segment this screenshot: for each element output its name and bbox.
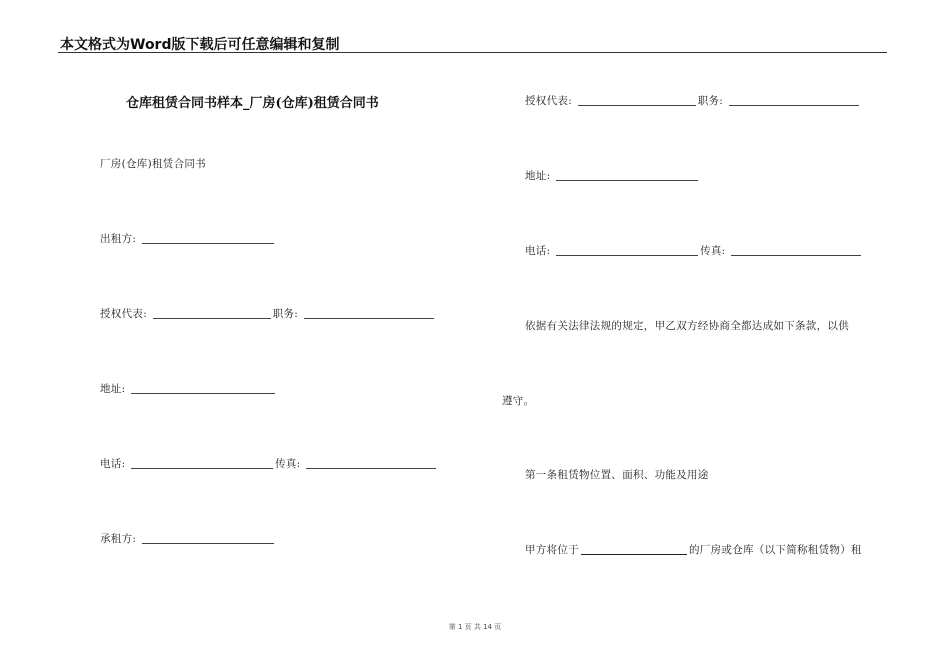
address-blank[interactable] <box>131 382 275 394</box>
rep-blank[interactable] <box>153 307 271 319</box>
header-rule <box>58 52 887 53</box>
address-label: 地址: <box>100 383 126 395</box>
location-label: 甲方将位于 <box>525 544 579 556</box>
right-rep-line <box>525 93 861 108</box>
article-one-paragraph <box>525 542 862 557</box>
lessee-line <box>100 531 276 546</box>
address-label: 地址: <box>525 170 551 182</box>
lessor-blank[interactable] <box>142 232 274 244</box>
right-phone-line <box>525 243 863 258</box>
phone-label: 电话: <box>100 458 126 470</box>
rep-label: 授权代表: <box>525 95 573 107</box>
address-blank[interactable] <box>556 169 698 181</box>
lessor-label: 出租方: <box>100 233 137 245</box>
position-blank[interactable] <box>729 94 859 106</box>
lessee-blank[interactable] <box>142 532 274 544</box>
left-rep-line <box>100 306 436 321</box>
location-text: 的厂房或仓库（以下简称租赁物）租 <box>689 544 862 556</box>
phone-blank[interactable] <box>556 244 698 256</box>
left-address-line <box>100 381 277 396</box>
rep-label: 授权代表: <box>100 308 148 320</box>
location-blank[interactable] <box>581 543 687 555</box>
phone-label: 电话: <box>525 245 551 257</box>
left-phone-line <box>100 456 438 471</box>
document-banner: 本文格式为Word版下载后可任意编辑和复制 <box>60 37 340 53</box>
fax-label: 传真: <box>275 458 301 470</box>
fax-blank[interactable] <box>306 457 436 469</box>
right-address-line <box>525 168 700 183</box>
document-title: 仓库租赁合同书样本_厂房(仓库)租赁合同书 <box>126 96 379 111</box>
fax-label: 传真: <box>700 245 726 257</box>
position-label: 职务: <box>272 308 299 320</box>
position-blank[interactable] <box>304 307 434 319</box>
position-label: 职务: <box>697 95 724 107</box>
rep-blank[interactable] <box>578 94 696 106</box>
lessor-line <box>100 231 276 246</box>
phone-blank[interactable] <box>131 457 273 469</box>
article-one-heading: 第一条租赁物位置、面积、功能及用途 <box>525 469 709 481</box>
fax-blank[interactable] <box>731 244 861 256</box>
contract-subtitle: 厂房(仓库)租赁合同书 <box>100 158 206 170</box>
lessee-label: 承租方: <box>100 533 137 545</box>
agreement-paragraph: 依据有关法律法规的规定，甲乙双方经协商全都达成如下条款，以供 <box>525 320 849 332</box>
agreement-paragraph-continued: 遵守。 <box>502 395 535 407</box>
page-footer: 第 1 页 共 14 页 <box>448 623 502 631</box>
